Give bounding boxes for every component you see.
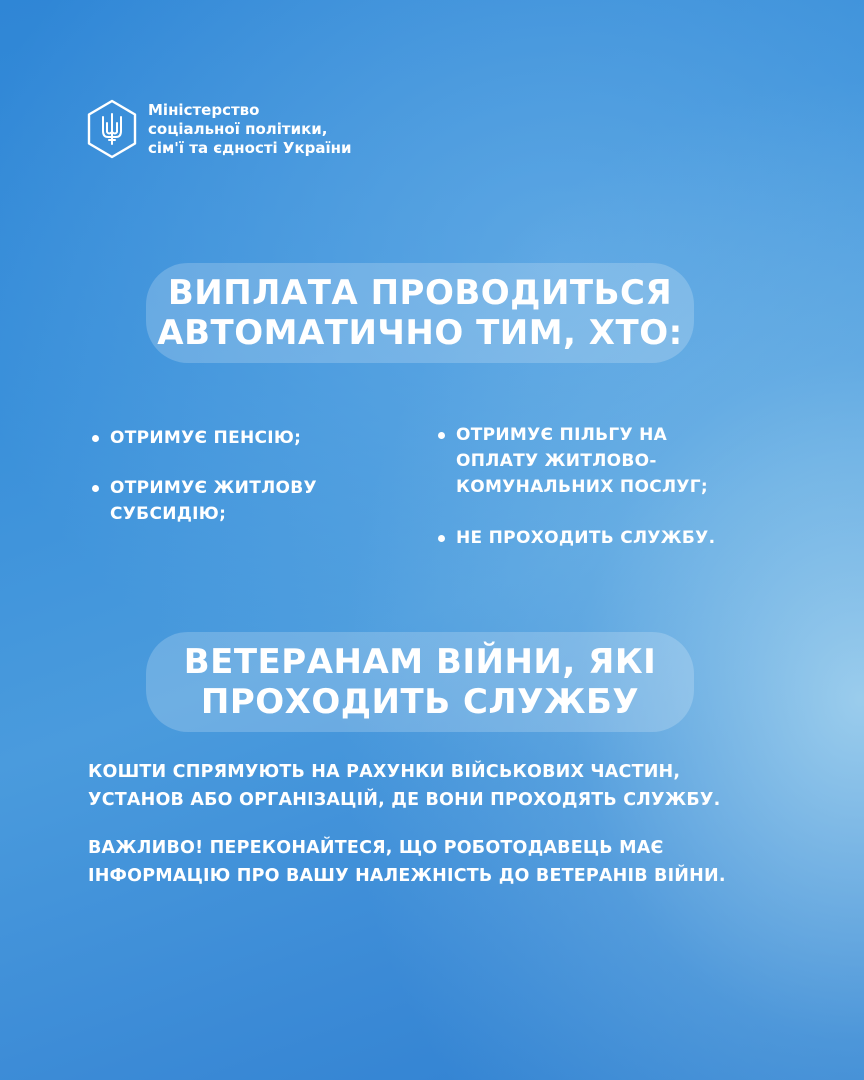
- list-item-text: НЕ ПРОХОДИТЬ СЛУЖБУ.: [456, 528, 716, 548]
- ministry-name-line: сім'ї та єдності України: [148, 138, 352, 157]
- ministry-name-line: Міністерство: [148, 100, 260, 119]
- section-title-automatic-payment: [146, 263, 694, 363]
- section-title-line: ПРОХОДИТЬ СЛУЖБУ: [200, 682, 640, 722]
- ministry-header: [86, 99, 352, 159]
- list-item: [92, 425, 412, 451]
- list-item: [438, 422, 778, 500]
- bullet-icon: [438, 535, 445, 542]
- bullet-icon: [438, 432, 445, 439]
- list-item-text: ОТРИМУЄ ЖИТЛОВУ: [110, 478, 317, 498]
- bullet-icon: [92, 435, 99, 442]
- ministry-name: [148, 101, 352, 158]
- paragraph-line: ВАЖЛИВО! ПЕРЕКОНАЙТЕСЯ, ЩО РОБОТОДАВЕЦЬ МАЄ: [88, 838, 664, 858]
- list-item-text: СУБСИДІЮ;: [110, 504, 227, 524]
- eligibility-list-right: [438, 422, 778, 576]
- list-item-text: ОТРИМУЄ ПЕНСІЮ;: [110, 428, 302, 448]
- list-item-text: ОТРИМУЄ ПІЛЬГУ НА: [456, 425, 668, 445]
- paragraph-line: КОШТИ СПРЯМУЮТЬ НА РАХУНКИ ВІЙСЬКОВИХ ЧАСТИН,: [88, 762, 681, 782]
- section-title-line: ВИПЛАТА ПРОВОДИТЬСЯ: [167, 273, 673, 313]
- eligibility-list-left: [92, 425, 412, 551]
- bullet-icon: [92, 485, 99, 492]
- list-item-text: ОПЛАТУ ЖИТЛОВО-: [456, 451, 657, 471]
- section-title-war-veterans: [146, 632, 694, 732]
- paragraph-line: УСТАНОВ АБО ОРГАНІЗАЦІЙ, ДЕ ВОНИ ПРОХОДЯТЬ СЛУЖБУ.: [88, 790, 721, 810]
- list-item: [92, 475, 412, 527]
- section-title-line: ВЕТЕРАНАМ ВІЙНИ, ЯКІ: [183, 642, 657, 682]
- paragraph-line: ІНФОРМАЦІЮ ПРО ВАШУ НАЛЕЖНІСТЬ ДО ВЕТЕРАНІВ ВІЙНИ.: [88, 866, 726, 886]
- section-title-line: АВТОМАТИЧНО ТИМ, ХТО:: [157, 313, 683, 353]
- list-item: [438, 525, 778, 551]
- funds-paragraph: [88, 758, 788, 814]
- trident-hexagon-icon: [86, 99, 138, 159]
- ministry-name-line: соціальної політики,: [148, 119, 328, 138]
- important-notice-paragraph: [88, 834, 788, 890]
- list-item-text: КОМУНАЛЬНИХ ПОСЛУГ;: [456, 477, 709, 497]
